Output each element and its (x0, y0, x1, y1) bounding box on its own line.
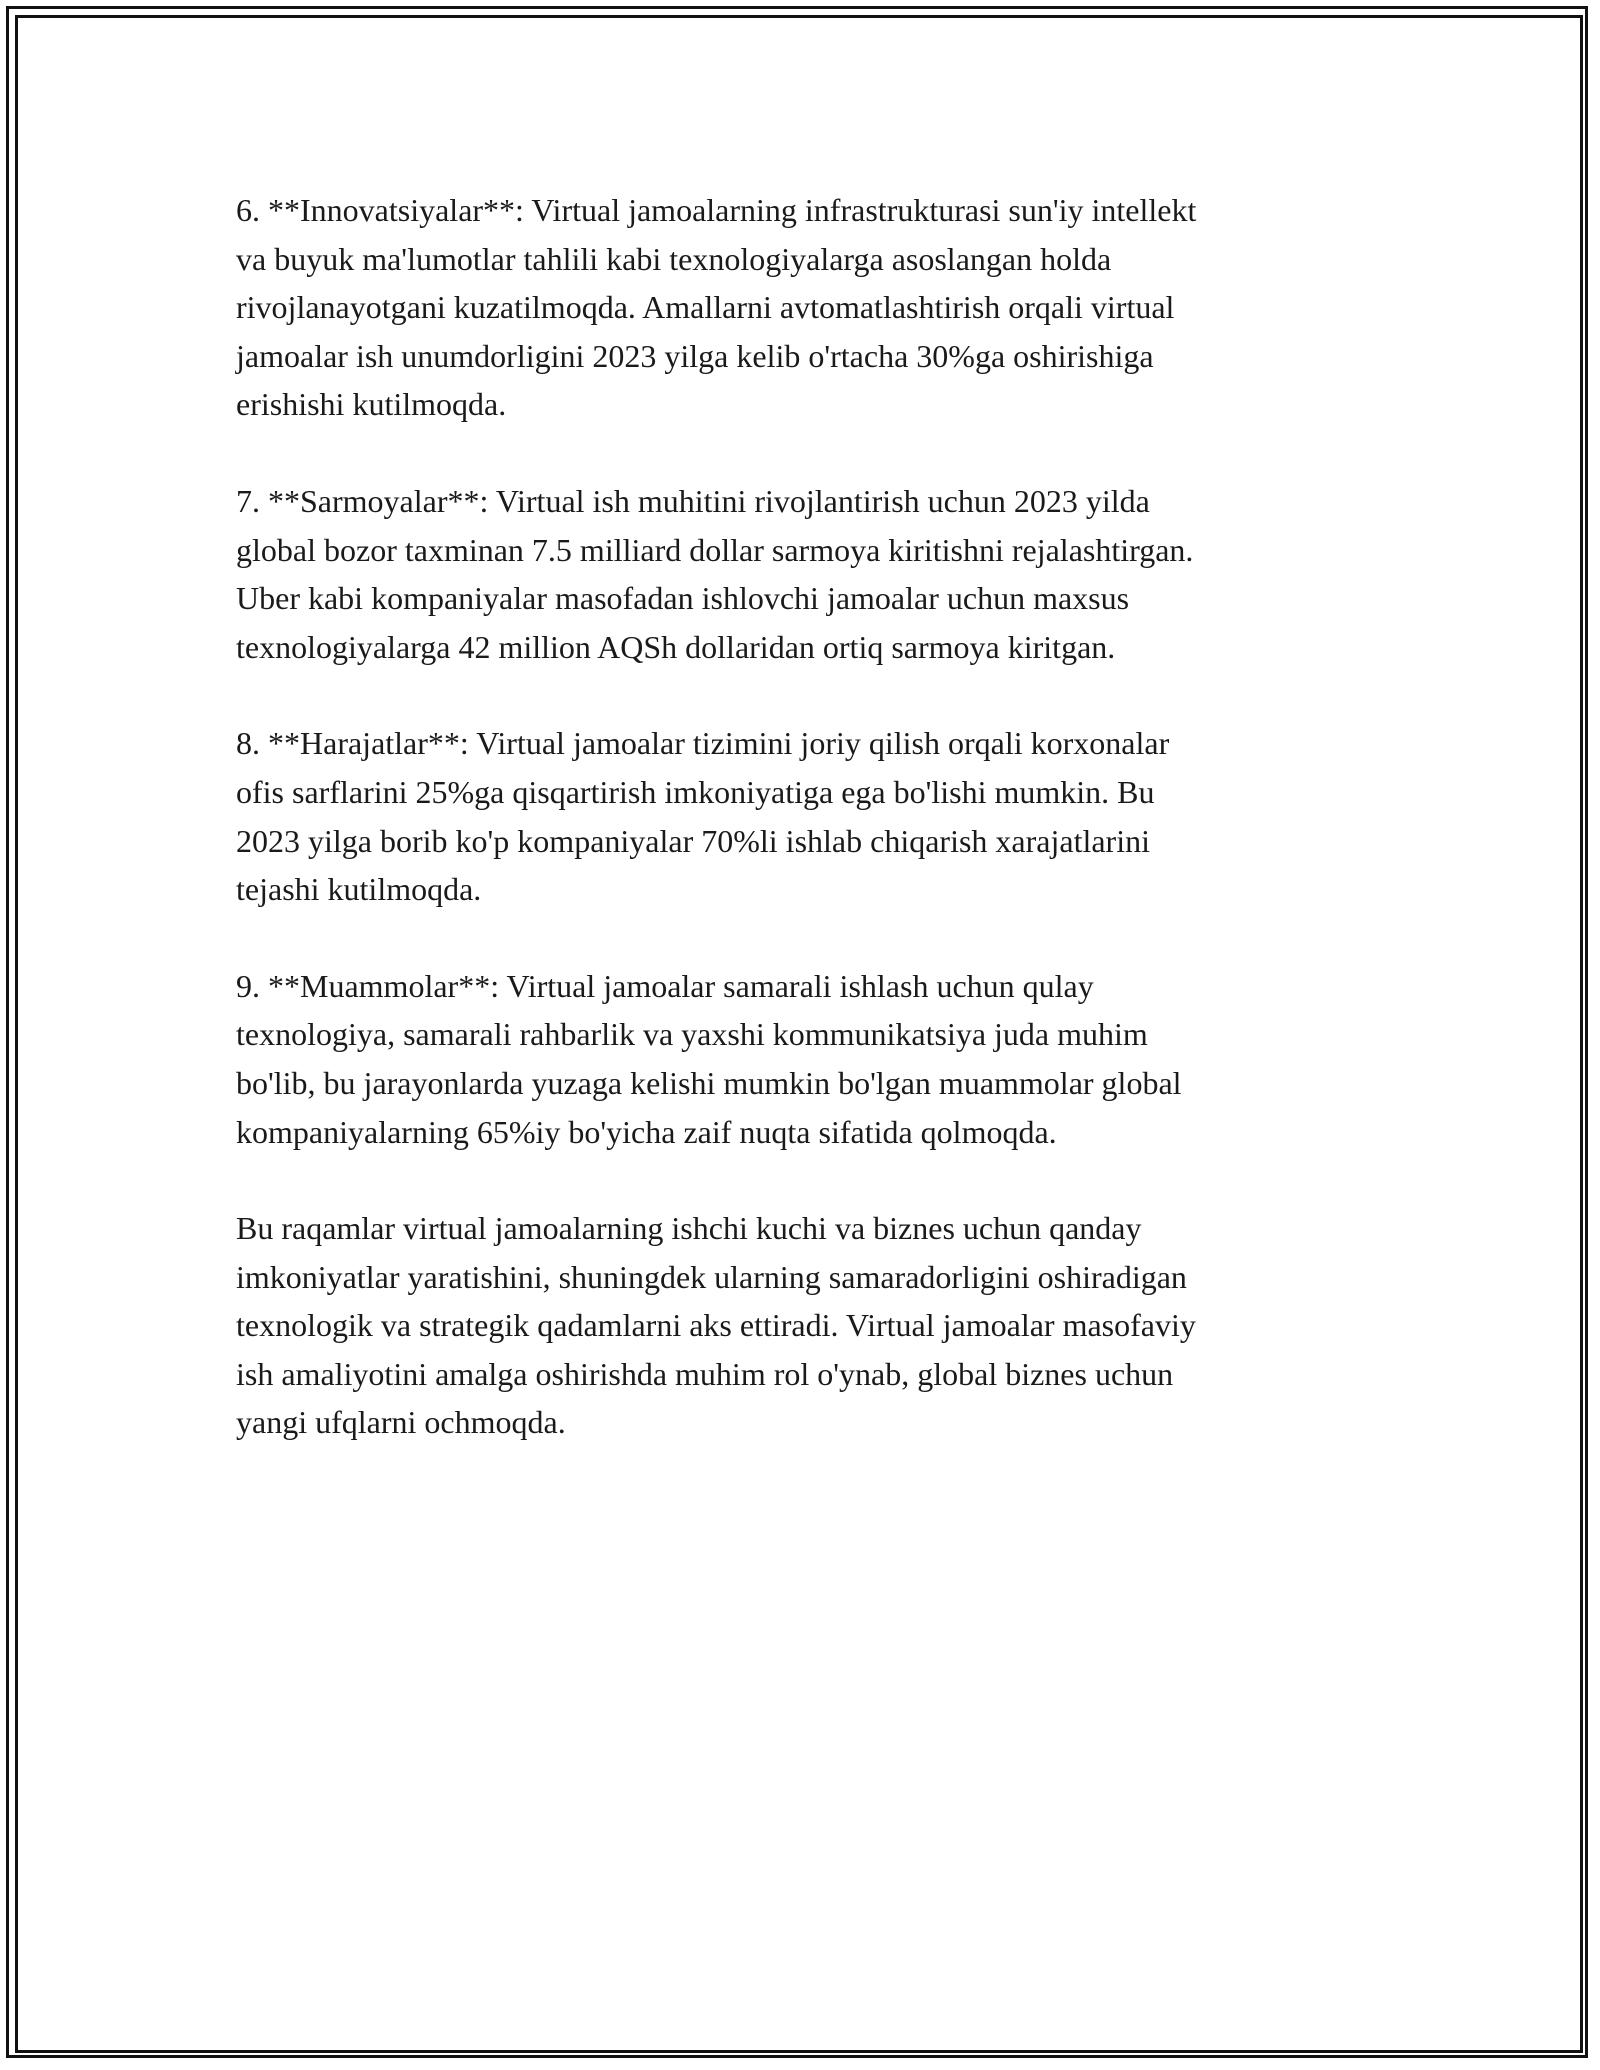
paragraph-problems: 9. **Muammolar**: Virtual jamoalar samarali ishlash uchun qulay texnologiya, samarali rahbarlik va yaxshi kommunikatsiya juda muhim bo'lib, bu jarayonlarda yuzaga kelishi mumkin bo'lgan muammolar global kompaniyalarning 65%iy bo'yicha zaif nuqta sifatida qolmoqda. (236, 967, 1182, 1150)
paragraph-expenses: 8. **Harajatlar**: Virtual jamoalar tizimini joriy qilish orqali korxonalar ofis sarflarini 25%ga qisqartirish imkoniyatiga ega bo'lishi mumkin. Bu 2023 yilga borib ko'p kompaniyalar 70%li ishlab chiqarish xarajatlarini tejashi kutilmoqda. (236, 725, 1170, 908)
paragraph-investments: 7. **Sarmoyalar**: Virtual ish muhitini rivojlantirish uchun 2023 yilda global bozor taxminan 7.5 milliard dollar sarmoya kiritishni rejalashtirgan. Uber kabi kompaniyalar masofadan ishlovchi jamoalar uchun maxsus texnologiyalarga 42 million AQSh dollaridan ortiq sarmoya kiritgan. (236, 482, 1194, 665)
document-body (236, 186, 1366, 1495)
paragraph-conclusion: Bu raqamlar virtual jamoalarning ishchi kuchi va biznes uchun qanday imkoniyatlar yaratishini, shuningdek ularning samaradorligini oshiradigan texnologik va strategik qadamlarni aks ettiradi. Virtual jamoalar masofaviy ish amaliyotini amalga oshirishda muhim rol o'ynab, global biznes uchun yangi ufqlarni ochmoqda. (236, 1210, 1196, 1441)
paragraph-innovations: 6. **Innovatsiyalar**: Virtual jamoalarning infrastrukturasi sun'iy intellekt va buyuk ma'lumotlar tahlili kabi texnologiyalarga asoslangan holda rivojlanayotgani kuzatilmoqda. Amallarni avtomatlashtirish orqali virtual jamoalar ish unumdorligini 2023 yilga kelib o'rtacha 30%ga oshirishiga erishishi kutilmoqda. (236, 192, 1197, 423)
